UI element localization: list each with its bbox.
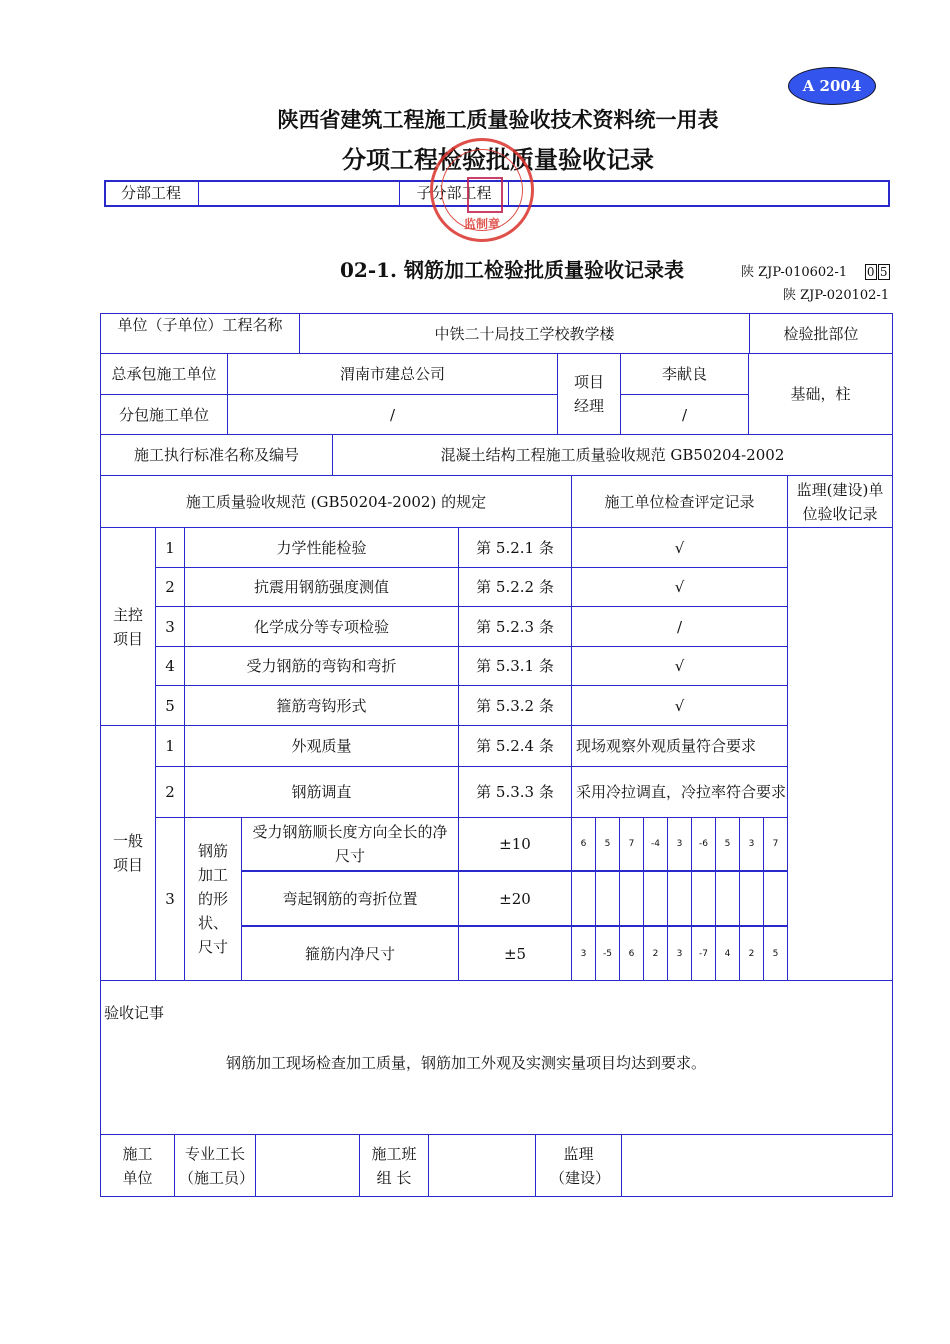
measured-value xyxy=(595,871,620,926)
general-items-label: 一般项目 xyxy=(100,725,156,981)
unit-name-value: 中铁二十局技工学校教学楼 xyxy=(299,313,750,354)
item-result: √ xyxy=(571,527,788,568)
item-name: 受力钢筋的弯钩和弯折 xyxy=(184,646,459,686)
item-name: 化学成分等专项检验 xyxy=(184,606,459,647)
supervisor-signature[interactable] xyxy=(621,1134,893,1197)
remarks-label: 验收记事 xyxy=(104,1004,165,1022)
measured-value: 6 xyxy=(619,926,644,981)
form-title: 分项工程检验批质量验收记录 xyxy=(342,145,654,174)
sub-division-label: 分部工程 xyxy=(104,181,199,205)
form-code-1: 陕 ZJP-010602-1 0 5 xyxy=(741,261,890,280)
subcontractor-label: 分包施工单位 xyxy=(100,394,228,435)
unit-name-label: 单位（子单位）工程名称 xyxy=(100,313,300,354)
item-result: √ xyxy=(571,646,788,686)
general-contractor-value: 渭南市建总公司 xyxy=(227,353,558,395)
remarks-section xyxy=(100,980,893,1135)
sub-project-manager-value: / xyxy=(620,394,749,435)
item-clause: 第 5.2.4 条 xyxy=(458,725,572,767)
measured-value: 6 xyxy=(571,817,596,871)
subcontractor-value: / xyxy=(227,394,558,435)
item-number: 1 xyxy=(155,527,185,568)
item-number: 3 xyxy=(155,817,185,981)
supervisor-label: 监理（建设） xyxy=(535,1134,622,1197)
foreman-label: 专业工长（施工员） xyxy=(174,1134,256,1197)
batch-location-label: 检验批部位 xyxy=(749,313,893,354)
item-number: 5 xyxy=(155,685,185,726)
item-clause: 第 5.3.3 条 xyxy=(458,766,572,818)
measure-tolerance: ±20 xyxy=(458,871,572,926)
measured-value: 5 xyxy=(715,817,740,871)
shape-size-group-label: 钢筋加工的形状、尺寸 xyxy=(184,817,242,981)
item-name: 外观质量 xyxy=(184,725,459,767)
item-clause: 第 5.3.2 条 xyxy=(458,685,572,726)
item-number: 4 xyxy=(155,646,185,686)
main-control-label: 主控项目 xyxy=(100,527,156,726)
measured-value xyxy=(643,871,668,926)
measure-tolerance: ±10 xyxy=(458,817,572,871)
team-leader-label: 施工班组 长 xyxy=(359,1134,429,1197)
construction-unit-label: 施工单位 xyxy=(100,1134,175,1197)
measure-item-name: 箍筋内净尺寸 xyxy=(241,926,459,981)
measured-value: 3 xyxy=(667,817,692,871)
measured-value xyxy=(571,871,596,926)
project-manager-label: 项目经理 xyxy=(557,353,621,435)
remarks-text: 钢筋加工现场检查加工质量，钢筋加工外观及实测实量项目均达到要求。 xyxy=(226,1054,707,1072)
item-name: 抗震用钢筋强度测值 xyxy=(184,567,459,607)
measured-value xyxy=(715,871,740,926)
team-leader-signature[interactable] xyxy=(428,1134,536,1197)
project-manager-value: 李献良 xyxy=(620,353,749,395)
measured-value: -4 xyxy=(643,817,668,871)
supervision-stamp: 监制章 xyxy=(430,138,534,242)
year-badge: A 2004 xyxy=(788,67,876,105)
measured-value: 3 xyxy=(739,817,764,871)
item-clause: 第 5.2.2 条 xyxy=(458,567,572,607)
measure-tolerance: ±5 xyxy=(458,926,572,981)
measured-value: 5 xyxy=(763,926,788,981)
item-result: 现场观察外观质量符合要求 xyxy=(571,725,788,767)
item-number: 1 xyxy=(155,725,185,767)
measured-value: 5 xyxy=(595,817,620,871)
batch-location-value: 基础，柱 xyxy=(748,353,893,435)
measured-value: 2 xyxy=(739,926,764,981)
standard-label: 施工执行标准名称及编号 xyxy=(100,434,333,476)
item-clause: 第 5.3.1 条 xyxy=(458,646,572,686)
standard-value: 混凝土结构工程施工质量验收规范 GB50204-2002 xyxy=(332,434,893,476)
item-result: 采用冷拉调直，冷拉率符合要求 xyxy=(571,766,788,818)
measure-item-name: 弯起钢筋的弯折位置 xyxy=(241,871,459,926)
measured-value: 7 xyxy=(763,817,788,871)
measured-value xyxy=(739,871,764,926)
measured-value xyxy=(619,871,644,926)
item-result: / xyxy=(571,606,788,647)
item-number: 3 xyxy=(155,606,185,647)
item-name: 钢筋调直 xyxy=(184,766,459,818)
spec-header: 施工质量验收规范 (GB50204-2002) 的规定 xyxy=(100,475,572,528)
measured-value xyxy=(763,871,788,926)
item-clause: 第 5.2.1 条 xyxy=(458,527,572,568)
measured-value: 3 xyxy=(571,926,596,981)
measured-value xyxy=(667,871,692,926)
form-series-title: 陕西省建筑工程施工质量验收技术资料统一用表 xyxy=(277,107,719,132)
item-result: √ xyxy=(571,567,788,607)
item-clause: 第 5.2.3 条 xyxy=(458,606,572,647)
item-number: 2 xyxy=(155,766,185,818)
sub-sub-division-label: 子分部工程 xyxy=(399,181,509,205)
general-contractor-label: 总承包施工单位 xyxy=(100,353,228,395)
supervision-header: 监理(建设)单位验收记录 xyxy=(787,475,893,528)
measured-value: 7 xyxy=(619,817,644,871)
item-name: 箍筋弯钩形式 xyxy=(184,685,459,726)
measured-value xyxy=(691,871,716,926)
check-record-header: 施工单位检查评定记录 xyxy=(571,475,788,528)
item-result: √ xyxy=(571,685,788,726)
measured-value: 3 xyxy=(667,926,692,981)
item-number: 2 xyxy=(155,567,185,607)
measured-value: 2 xyxy=(643,926,668,981)
measure-item-name: 受力钢筋顺长度方向全长的净尺寸 xyxy=(241,817,459,871)
measured-value: 4 xyxy=(715,926,740,981)
form-code-2: 陕 ZJP-020102-1 xyxy=(783,288,890,303)
record-form-title: 02-1. 钢筋加工检验批质量验收记录表 xyxy=(340,258,684,282)
measured-value: -7 xyxy=(691,926,716,981)
item-name: 力学性能检验 xyxy=(184,527,459,568)
foreman-signature[interactable] xyxy=(255,1134,360,1197)
measured-value: -5 xyxy=(595,926,620,981)
measured-value: -6 xyxy=(691,817,716,871)
supervision-record-cell xyxy=(787,527,893,981)
